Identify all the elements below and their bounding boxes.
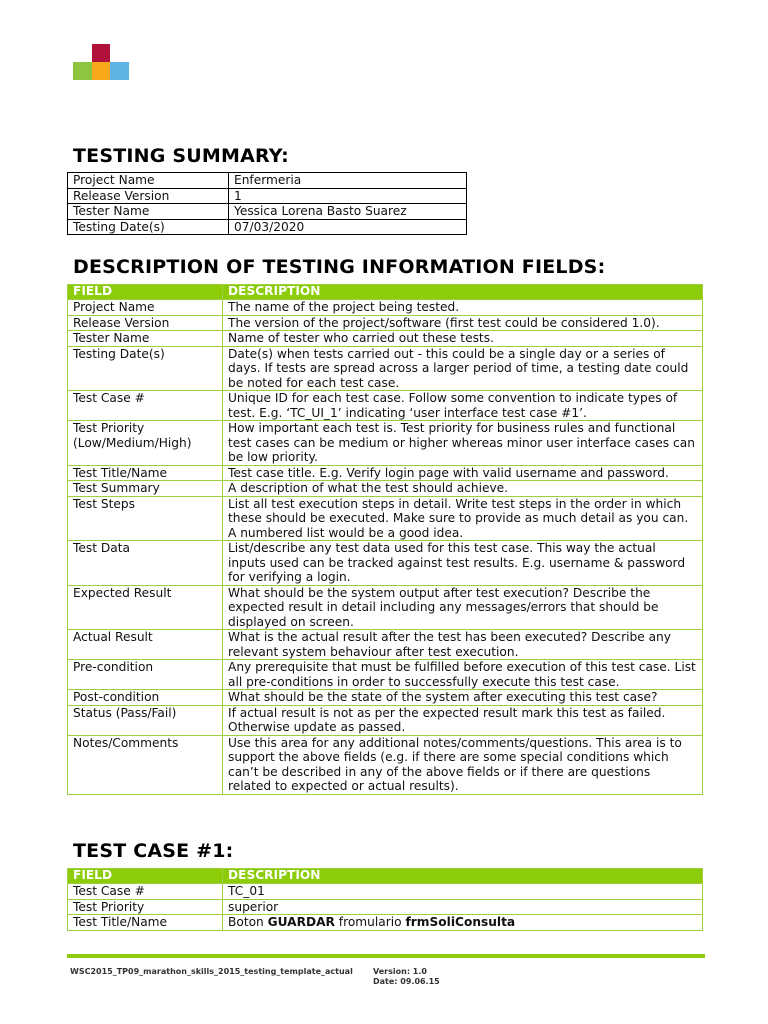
table-row	[68, 391, 703, 421]
field-description-cell: What should be the system output after test execution? Describe the expected result in detail including any messages/errors that should be displayed on screen.	[223, 585, 703, 630]
table-row	[68, 481, 703, 497]
field-name-cell: Test Data	[68, 541, 223, 586]
summary-field-label: Project Name	[68, 173, 229, 189]
field-name-cell: Post-condition	[68, 690, 223, 706]
test-title-value	[223, 915, 703, 931]
summary-field-label: Tester Name	[68, 204, 229, 220]
table-row	[68, 585, 703, 630]
footer-date: Date: 09.06.15	[373, 977, 440, 986]
field-description-cell: Use this area for any additional notes/comments/questions. This area is to support the above fields (e.g. if there are some special conditions which can’t be described in any of the above fields or if there are questions related to expected or actual results).	[223, 735, 703, 794]
table-header-row	[68, 869, 703, 884]
table-row	[68, 735, 703, 794]
table-row	[68, 690, 703, 706]
logo-red-square	[92, 44, 110, 62]
table-row	[68, 331, 703, 347]
field-name-cell: Status (Pass/Fail)	[68, 705, 223, 735]
description-column-header: DESCRIPTION	[223, 869, 703, 884]
field-name-cell: Test Title/Name	[68, 465, 223, 481]
table-row	[68, 188, 467, 204]
table-row	[68, 660, 703, 690]
field-description-cell: Date(s) when tests carried out - this could be a single day or a series of days. If tests are spread across a larger period of time, a testing date could be noted for each test case.	[223, 346, 703, 391]
field-column-header: FIELD	[68, 285, 223, 300]
field-description-cell: The name of the project being tested.	[223, 300, 703, 316]
test-priority-label: Test Priority	[68, 899, 223, 915]
table-row	[68, 705, 703, 735]
field-name-cell: Test Priority (Low/Medium/High)	[68, 421, 223, 466]
table-row	[68, 630, 703, 660]
table-row	[68, 496, 703, 541]
test-case-1-heading: TEST CASE #1:	[73, 840, 234, 862]
test-priority-value: superior	[223, 899, 703, 915]
test-title-form-name: frmSoliConsulta	[405, 915, 516, 929]
table-row	[68, 173, 467, 189]
summary-field-label: Testing Date(s)	[68, 219, 229, 235]
field-description-cell: Name of tester who carried out these tests.	[223, 331, 703, 347]
table-row	[68, 300, 703, 316]
field-description-cell: List all test execution steps in detail. Write test steps in the order in which these should be executed. Make sure to provide as much detail as you can. A numbered list would be a good idea.	[223, 496, 703, 541]
summary-field-value: 1	[229, 188, 467, 204]
field-name-cell: Project Name	[68, 300, 223, 316]
testing-summary-heading: TESTING SUMMARY:	[73, 145, 289, 167]
test-title-part: Boton	[228, 915, 268, 929]
logo-green-square	[73, 62, 92, 80]
field-descriptions-heading: DESCRIPTION OF TESTING INFORMATION FIELDS:	[73, 256, 606, 278]
field-name-cell: Expected Result	[68, 585, 223, 630]
table-row	[68, 315, 703, 331]
description-column-header: DESCRIPTION	[223, 285, 703, 300]
field-description-cell: What should be the state of the system after executing this test case?	[223, 690, 703, 706]
field-descriptions-table	[67, 284, 703, 795]
field-name-cell: Actual Result	[68, 630, 223, 660]
field-description-cell: Unique ID for each test case. Follow some convention to indicate types of test. E.g. ‘TC_UI_1’ indicating ‘user interface test case #1’.	[223, 391, 703, 421]
table-row	[68, 421, 703, 466]
field-description-cell: How important each test is. Test priority for business rules and functional test cases can be medium or higher whereas minor user interface cases can be low priority.	[223, 421, 703, 466]
field-name-cell: Release Version	[68, 315, 223, 331]
table-header-row	[68, 285, 703, 300]
summary-field-value: Enfermeria	[229, 173, 467, 189]
logo-blue-square	[110, 62, 129, 80]
testing-summary-table	[67, 172, 467, 235]
test-case-1-table	[67, 868, 703, 931]
table-row	[68, 346, 703, 391]
footer-divider	[67, 954, 705, 958]
field-name-cell: Test Summary	[68, 481, 223, 497]
test-case-number-label: Test Case #	[68, 884, 223, 900]
field-description-cell: What is the actual result after the test has been executed? Describe any relevant system behaviour after test execution.	[223, 630, 703, 660]
field-description-cell: List/describe any test data used for this test case. This way the actual inputs used can be tracked against test results. E.g. username & password for verifying a login.	[223, 541, 703, 586]
footer-meta	[373, 967, 440, 987]
field-description-cell: Test case title. E.g. Verify login page with valid username and password.	[223, 465, 703, 481]
test-title-button-name: GUARDAR	[267, 915, 335, 929]
field-name-cell: Testing Date(s)	[68, 346, 223, 391]
field-name-cell: Pre-condition	[68, 660, 223, 690]
summary-field-value: Yessica Lorena Basto Suarez	[229, 204, 467, 220]
field-name-cell: Notes/Comments	[68, 735, 223, 794]
summary-field-value: 07/03/2020	[229, 219, 467, 235]
company-logo	[73, 44, 129, 80]
field-description-cell: A description of what the test should achieve.	[223, 481, 703, 497]
footer-document-name: WSC2015_TP09_marathon_skills_2015_testing_template_actual	[70, 967, 353, 976]
test-case-number-value: TC_01	[223, 884, 703, 900]
summary-field-label: Release Version	[68, 188, 229, 204]
table-row	[68, 204, 467, 220]
footer-version: Version: 1.0	[373, 967, 427, 976]
test-title-label: Test Title/Name	[68, 915, 223, 931]
table-row	[68, 465, 703, 481]
field-column-header: FIELD	[68, 869, 223, 884]
field-description-cell: Any prerequisite that must be fulfilled before execution of this test case. List all pre-conditions in order to successfully execute this test case.	[223, 660, 703, 690]
field-description-cell: The version of the project/software (first test could be considered 1.0).	[223, 315, 703, 331]
field-name-cell: Test Steps	[68, 496, 223, 541]
test-title-part: fromulario	[334, 915, 406, 929]
logo-orange-square	[92, 62, 110, 80]
table-row	[68, 219, 467, 235]
field-name-cell: Test Case #	[68, 391, 223, 421]
table-row	[68, 915, 703, 931]
field-name-cell: Tester Name	[68, 331, 223, 347]
table-row	[68, 884, 703, 900]
table-row	[68, 541, 703, 586]
field-description-cell: If actual result is not as per the expected result mark this test as failed. Otherwise update as passed.	[223, 705, 703, 735]
table-row	[68, 899, 703, 915]
